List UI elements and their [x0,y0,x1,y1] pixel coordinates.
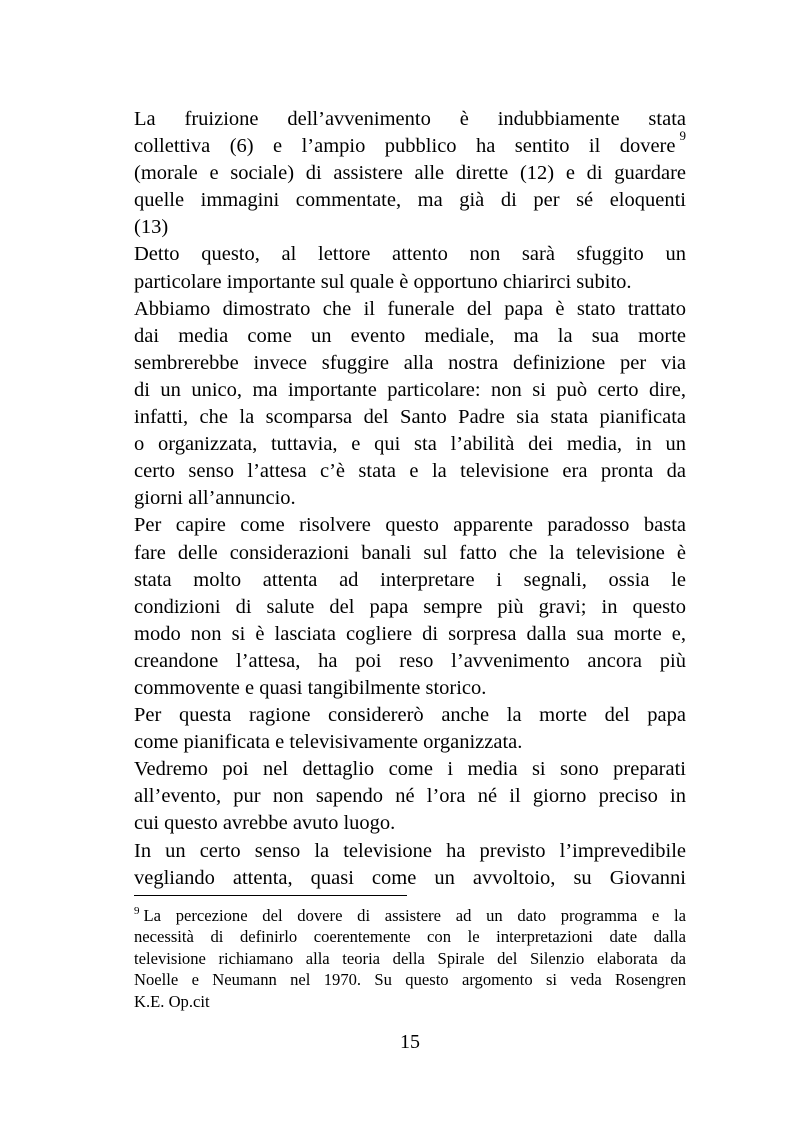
paragraph-2 [134,241,686,295]
footnote-number: 9 [134,905,140,917]
text-line: infatti, che la scomparsa del Santo Padre sia stata pianificata [134,406,686,429]
footnote-line-content: La percezione del dovere di assistere ad un dato programma e la [143,906,686,925]
text-line: condizioni di salute del papa sempre più gravi; in questo [134,595,686,618]
paragraph-5 [134,702,686,756]
text-line: Vedremo poi nel dettaglio come i media si sono preparati [134,758,686,781]
text-line: stata molto attenta ad interpretare i segnali, ossia le [134,568,686,591]
text-line: Per questa ragione considererò anche la morte del papa [134,704,686,727]
footnote-line [134,905,686,926]
text-line: di un unico, ma importante particolare: non si può certo dire, [134,378,686,401]
footnote-reference[interactable]: 9 [679,128,686,144]
text-line: certo senso l’attesa c’è stata e la televisione era pronta da [134,460,686,483]
page-number: 15 [400,1031,420,1053]
paragraph-3 [134,296,686,513]
text-line: o organizzata, tuttavia, e qui sta l’abilità dei media, in un [134,433,686,456]
footnote-separator [134,895,407,896]
text-line: La fruizione dell’avvenimento è indubbiamente stata [134,108,686,130]
text-line-content: collettiva (6) e l’ampio pubblico ha sentito il dovere [134,135,676,158]
footnote-line: Noelle e Neumann nel 1970. Su questo argomento si veda Rosengren [134,970,686,990]
paragraph-4 [134,512,686,702]
text-line: creandone l’attesa, ha poi reso l’avvenimento ancora più [134,649,686,672]
paragraph-1 [134,106,686,241]
text-line [134,128,686,160]
text-line: quelle immagini commentate, ma già di per sé eloquenti [134,189,686,212]
text-line: fare delle considerazioni banali sul fatto che la televisione è [134,541,686,564]
footnote-line: televisione richiamano alla teoria della Spirale del Silenzio elaborata da [134,948,686,968]
text-line: In un certo senso la televisione ha previsto l’imprevedibile [134,839,686,862]
body-text [134,106,686,892]
text-line: commovente e quasi tangibilmente storico. [134,676,487,699]
text-line: particolare importante sul quale è opportuno chiarirci subito. [134,270,632,293]
text-line: Per capire come risolvere questo apparente paradosso basta [134,514,686,537]
text-line: giorni all’annuncio. [134,487,296,510]
text-line: sembrerebbe invece sfuggire alla nostra definizione per via [134,351,686,374]
text-line: Detto questo, al lettore attento non sarà sfuggito un [134,243,686,266]
footnote-line: necessità di definirlo coerentemente con le interpretazioni date dalla [134,927,686,947]
text-line: come pianificata e televisivamente organizzata. [134,731,523,754]
text-line: cui questo avrebbe avuto luogo. [134,812,396,835]
footnote [134,905,686,1012]
text-line: dai media come un evento mediale, ma la sua morte [134,324,686,347]
paragraph-7 [134,838,686,892]
text-line: all’evento, pur non sapendo né l’ora né il giorno preciso in [134,785,686,808]
text-line: modo non si è lasciata cogliere di sorpresa dalla sua morte e, [134,622,686,645]
footnote-line: K.E. Op.cit [134,991,210,1011]
text-line: (morale e sociale) di assistere alle dirette (12) e di guardare [134,162,686,185]
text-line: (13) [134,216,169,239]
paragraph-6 [134,756,686,837]
text-line: Abbiamo dimostrato che il funerale del papa è stato trattato [134,297,686,320]
text-line: vegliando attenta, quasi come un avvoltoio, su Giovanni [134,866,686,889]
